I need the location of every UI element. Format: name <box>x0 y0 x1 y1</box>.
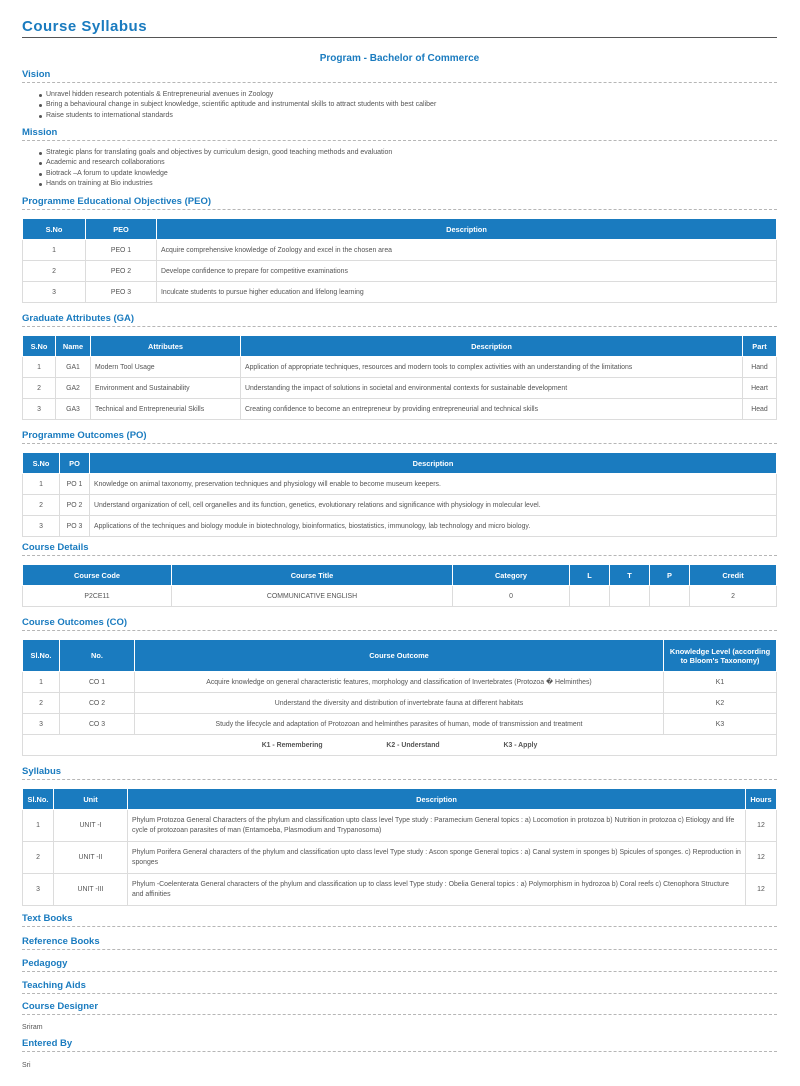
table-cell: 3 <box>23 516 60 537</box>
column-header: Credit <box>690 565 777 586</box>
column-header: PO <box>60 453 90 474</box>
table-header-row <box>23 565 777 586</box>
table-cell: 1 <box>23 810 54 842</box>
table-cell: Study the lifecycle and adaptation of Protozoan and helminthes parasites of human, mode of transmission and treatment <box>135 714 664 735</box>
table-cell: GA3 <box>56 399 91 420</box>
table-row <box>23 357 777 378</box>
column-header: Course Outcome <box>135 640 664 672</box>
reference-books-heading: Reference Books <box>22 936 777 950</box>
co-heading: Course Outcomes (CO) <box>22 617 777 631</box>
table-cell <box>610 586 650 607</box>
table-cell: UNIT -I <box>54 810 128 842</box>
column-header: L <box>570 565 610 586</box>
table-cell: Phylum Porifera General characters of the phylum and classification upto class level Type study : Ascon sponge General topics : a) Canal system in sponges b) Spicules of sponges. c) Reproduction in sponges <box>128 842 746 874</box>
table-cell: 1 <box>23 240 86 261</box>
table-cell: PEO 2 <box>86 261 157 282</box>
table-cell: Inculcate students to pursue higher education and lifelong learning <box>157 282 777 303</box>
table-cell: PO 2 <box>60 495 90 516</box>
table-cell: PO 3 <box>60 516 90 537</box>
column-header: T <box>610 565 650 586</box>
table-cell: Modern Tool Usage <box>91 357 241 378</box>
course-details-heading: Course Details <box>22 542 777 556</box>
table-cell: Acquire comprehensive knowledge of Zoology and excel in the chosen area <box>157 240 777 261</box>
column-header: S.No <box>23 219 86 240</box>
table-cell: 12 <box>746 810 777 842</box>
list-item: Hands on training at Bio industries <box>39 179 759 189</box>
table-cell: Understand organization of cell, cell organelles and its function, genetics, evolutionary relations and significance with physiology in molecular level. <box>90 495 777 516</box>
vision-heading: Vision <box>22 69 777 83</box>
table-row <box>23 586 777 607</box>
peo-table <box>22 218 777 303</box>
vision-list <box>39 90 759 121</box>
entered-by-heading: Entered By <box>22 1038 777 1052</box>
table-row <box>23 693 777 714</box>
column-header: Description <box>241 336 743 357</box>
table-header-row <box>23 789 777 810</box>
table-row <box>23 378 777 399</box>
course-details-table <box>22 564 777 607</box>
table-cell: 1 <box>23 474 60 495</box>
table-cell: 2 <box>23 261 86 282</box>
po-heading: Programme Outcomes (PO) <box>22 430 777 444</box>
table-header-row <box>23 336 777 357</box>
peo-heading: Programme Educational Objectives (PEO) <box>22 196 777 210</box>
table-cell: 12 <box>746 874 777 906</box>
list-item: Unravel hidden research potentials & Entrepreneurial avenues in Zoology <box>39 90 759 100</box>
table-row <box>23 495 777 516</box>
table-cell: Acquire knowledge on general characteristic features, morphology and classification of Invertebrates (Protozoa � Helminthes) <box>135 672 664 693</box>
table-cell: COMMUNICATIVE ENGLISH <box>172 586 453 607</box>
table-cell: PO 1 <box>60 474 90 495</box>
knowledge-level-legend <box>23 735 777 756</box>
column-header: Description <box>90 453 777 474</box>
table-cell: Technical and Entrepreneurial Skills <box>91 399 241 420</box>
table-cell: 2 <box>690 586 777 607</box>
table-cell: PEO 3 <box>86 282 157 303</box>
table-cell: GA1 <box>56 357 91 378</box>
table-cell: Develope confidence to prepare for competitive examinations <box>157 261 777 282</box>
table-cell: Understand the diversity and distribution of invertebrate fauna at different habitats <box>135 693 664 714</box>
column-header: No. <box>60 640 135 672</box>
table-row <box>23 810 777 842</box>
list-item: Strategic plans for translating goals and objectives by curriculum design, good teaching methods and evaluation <box>39 148 759 158</box>
table-header-row <box>23 219 777 240</box>
column-header: Unit <box>54 789 128 810</box>
teaching-aids-heading: Teaching Aids <box>22 980 777 994</box>
syllabus-table <box>22 788 777 906</box>
table-cell: 1 <box>23 672 60 693</box>
table-cell: Hand <box>743 357 777 378</box>
column-header: Knowledge Level (according to Bloom's Taxonomy) <box>664 640 777 672</box>
table-cell: 2 <box>23 378 56 399</box>
list-item: Academic and research collaborations <box>39 158 759 168</box>
legend-item: K1 - Remembering <box>261 741 323 749</box>
mission-heading: Mission <box>22 127 777 141</box>
syllabus-heading: Syllabus <box>22 766 777 780</box>
table-header-row <box>23 453 777 474</box>
table-cell <box>650 586 690 607</box>
table-cell: Knowledge on animal taxonomy, preservation techniques and physiology will enable to become museum keepers. <box>90 474 777 495</box>
po-table <box>22 452 777 537</box>
course-designer-heading: Course Designer <box>22 1001 777 1015</box>
table-cell: Head <box>743 399 777 420</box>
table-cell: Environment and Sustainability <box>91 378 241 399</box>
table-cell: K1 <box>664 672 777 693</box>
table-cell: 3 <box>23 399 56 420</box>
table-cell: K2 <box>664 693 777 714</box>
table-row <box>23 714 777 735</box>
knowledge-level-legend-row <box>23 735 777 756</box>
table-cell: Phylum Protozoa General Characters of the phylum and classification upto class level Type study : Paramecium General topics : a) Locomotion in protozoa b) Nutrition in protozoa c) Etiology and life cycle of protozoan parasites of man (Entamoeba, Plasmodium and Trypanosoma) <box>128 810 746 842</box>
table-cell: Heart <box>743 378 777 399</box>
legend-item: K3 - Apply <box>503 741 538 749</box>
table-cell: 0 <box>453 586 570 607</box>
program-heading: Program - Bachelor of Commerce <box>319 53 480 64</box>
list-item: Bring a behavioural change in subject knowledge, scientific aptitude and instrumental skills to attract students with best caliber <box>39 100 759 110</box>
table-cell: 2 <box>23 693 60 714</box>
table-row <box>23 474 777 495</box>
table-cell: CO 1 <box>60 672 135 693</box>
legend-item: K2 - Understand <box>386 741 440 749</box>
table-cell: CO 3 <box>60 714 135 735</box>
table-cell: CO 2 <box>60 693 135 714</box>
table-row <box>23 240 777 261</box>
table-row <box>23 516 777 537</box>
table-cell: 3 <box>23 714 60 735</box>
column-header: Attributes <box>91 336 241 357</box>
column-header: Description <box>128 789 746 810</box>
entered-by-name: Sri <box>22 1062 31 1069</box>
table-row <box>23 874 777 906</box>
column-header: S.No <box>23 453 60 474</box>
column-header: Name <box>56 336 91 357</box>
table-cell <box>570 586 610 607</box>
table-row <box>23 672 777 693</box>
ga-table <box>22 335 777 420</box>
table-cell: 12 <box>746 842 777 874</box>
co-table <box>22 639 777 756</box>
column-header: P <box>650 565 690 586</box>
column-header: Category <box>453 565 570 586</box>
column-header: Hours <box>746 789 777 810</box>
list-item: Raise students to international standards <box>39 111 759 121</box>
column-header: Course Title <box>172 565 453 586</box>
pedagogy-heading: Pedagogy <box>22 958 777 972</box>
course-designer-name: Sriram <box>22 1024 43 1031</box>
table-cell: Applications of the techniques and biology module in biotechnology, bioinformatics, biostatistics, immunology, lab technology and micro biology. <box>90 516 777 537</box>
column-header: Course Code <box>23 565 172 586</box>
column-header: Sl.No. <box>23 640 60 672</box>
table-header-row <box>23 640 777 672</box>
column-header: S.No <box>23 336 56 357</box>
table-cell: UNIT -III <box>54 874 128 906</box>
table-cell: 2 <box>23 842 54 874</box>
table-row <box>23 282 777 303</box>
table-cell: GA2 <box>56 378 91 399</box>
table-cell: Phylum -Coelenterata General characters of the phylum and classification up to class level Type study : Obelia General topics : a) Polymorphism in hydrozoa b) Coral reefs c) Ctenophora Structure and affinities <box>128 874 746 906</box>
mission-list <box>39 148 759 190</box>
table-row <box>23 842 777 874</box>
column-header: Description <box>157 219 777 240</box>
table-cell: Application of appropriate techniques, resources and modern tools to complex activities with an understanding of the limitations <box>241 357 743 378</box>
table-row <box>23 261 777 282</box>
table-cell: K3 <box>664 714 777 735</box>
column-header: PEO <box>86 219 157 240</box>
list-item: Biotrack –A forum to update knowledge <box>39 169 759 179</box>
table-cell: PEO 1 <box>86 240 157 261</box>
column-header: Part <box>743 336 777 357</box>
table-cell: Understanding the impact of solutions in societal and environmental contexts for sustainable development <box>241 378 743 399</box>
ga-heading: Graduate Attributes (GA) <box>22 313 777 327</box>
table-cell: Creating confidence to become an entrepreneur by providing entrepreneurial and technical skills <box>241 399 743 420</box>
table-cell: 2 <box>23 495 60 516</box>
table-cell: UNIT -II <box>54 842 128 874</box>
table-row <box>23 399 777 420</box>
page-title: Course Syllabus <box>22 18 777 38</box>
text-books-heading: Text Books <box>22 913 777 927</box>
table-cell: 3 <box>23 874 54 906</box>
column-header: Sl.No. <box>23 789 54 810</box>
table-cell: 3 <box>23 282 86 303</box>
table-cell: P2CE11 <box>23 586 172 607</box>
table-cell: 1 <box>23 357 56 378</box>
